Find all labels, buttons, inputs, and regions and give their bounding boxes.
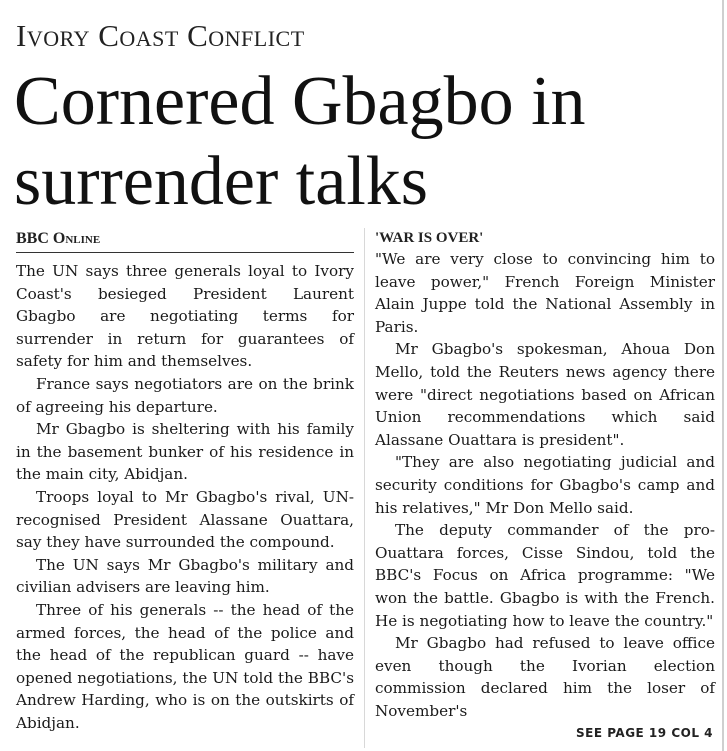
paragraph: Troops loyal to Mr Gbagbo's rival, UN-recognised President Alassane Ouattara, say they have surrounded the compound. <box>16 487 354 552</box>
byline: BBC Online <box>16 228 354 253</box>
paragraph: "They are also negotiating judicial and security conditions for Gbagbo's camp and his relatives," Mr Don Mello said. <box>375 453 715 517</box>
paragraph: Mr Gbagbo had refused to leave office even though the Ivorian election commission declared him the loser of November's <box>375 634 715 720</box>
paragraph: France says negotiators are on the brink of agreeing his departure. <box>16 374 354 416</box>
section-kicker: Ivory Coast Conflict <box>16 18 305 53</box>
paragraph: "We are very close to convincing him to leave power," French Foreign Minister Alain Juppe told the National Assembly in Paris. <box>375 250 715 336</box>
left-column <box>16 228 354 734</box>
paragraph: The deputy commander of the pro-Ouattara forces, Cisse Sindou, told the BBC's Focus on Africa programme: "We won the battle. Gbagbo is with the French. He is negotiating how to leave the country." <box>375 521 715 630</box>
column-divider <box>364 228 365 748</box>
paragraph: The UN says three generals loyal to Ivory Coast's besieged President Laurent Gbagbo are negotiating terms for surrender in return for guarantees of safety for him and themselves. <box>16 262 354 371</box>
article-headline: Cornered Gbagbo in surrender talks <box>14 63 586 220</box>
paragraph: Mr Gbagbo's spokesman, Ahoua Don Mello, told the Reuters news agency there were "direct negotiations based on African Union recommendations which said Alassane Ouattara is president". <box>375 340 715 449</box>
subhead: 'WAR IS OVER' <box>375 230 484 246</box>
paragraph: Three of his generals -- the head of the armed forces, the head of the police and the head of the republican guard -- have opened negotiations, the UN told the BBC's Andrew Harding, who is on the outskirts of Abidjan. <box>16 600 354 732</box>
right-column <box>375 228 715 722</box>
paragraph: Mr Gbagbo is sheltering with his family in the basement bunker of his residence in the main city, Abidjan. <box>16 420 354 484</box>
paragraph: The UN says Mr Gbagbo's military and civilian advisers are leaving him. <box>16 555 354 597</box>
page-edge-rule <box>722 0 724 751</box>
continued-on-page: SEE PAGE 19 COL 4 <box>576 726 713 740</box>
